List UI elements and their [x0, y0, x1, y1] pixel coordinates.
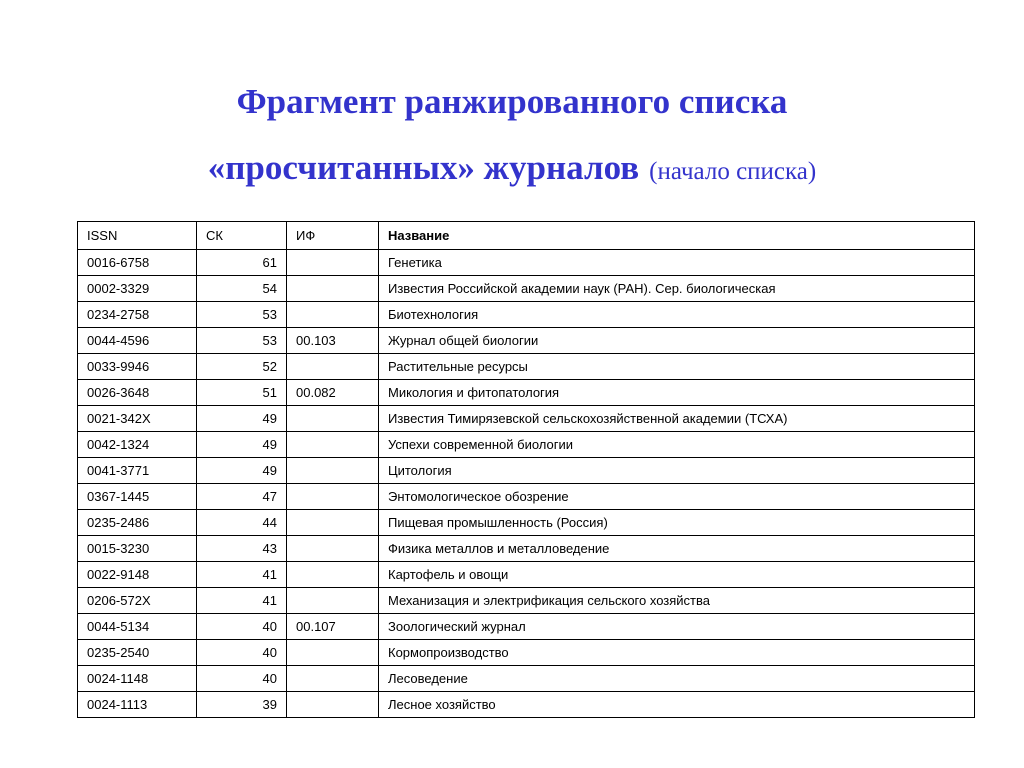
table-row — [78, 276, 975, 302]
cell-if — [287, 302, 379, 328]
cell-issn: 0033-9946 — [78, 354, 197, 380]
cell-sk: 40 — [197, 666, 287, 692]
cell-if — [287, 640, 379, 666]
journal-ranking-table — [77, 221, 975, 718]
cell-name: Биотехнология — [379, 302, 975, 328]
title-line-1: Фрагмент ранжированного списка — [236, 82, 788, 121]
cell-name: Лесное хозяйство — [379, 692, 975, 718]
cell-issn: 0041-3771 — [78, 458, 197, 484]
cell-issn: 0002-3329 — [78, 276, 197, 302]
cell-sk: 47 — [197, 484, 287, 510]
cell-issn: 0024-1113 — [78, 692, 197, 718]
cell-issn: 0024-1148 — [78, 666, 197, 692]
cell-if — [287, 588, 379, 614]
table-row — [78, 484, 975, 510]
cell-if — [287, 666, 379, 692]
cell-sk: 43 — [197, 536, 287, 562]
table-row — [78, 328, 975, 354]
table-row — [78, 614, 975, 640]
cell-name: Картофель и овощи — [379, 562, 975, 588]
cell-sk: 49 — [197, 406, 287, 432]
cell-name: Цитология — [379, 458, 975, 484]
cell-if — [287, 276, 379, 302]
cell-sk: 54 — [197, 276, 287, 302]
cell-sk: 41 — [197, 588, 287, 614]
cell-issn: 0026-3648 — [78, 380, 197, 406]
cell-if — [287, 458, 379, 484]
cell-sk: 39 — [197, 692, 287, 718]
cell-name: Известия Российской академии наук (РАН). Сер. биологическая — [379, 276, 975, 302]
table-row — [78, 354, 975, 380]
cell-sk: 61 — [197, 250, 287, 276]
table-row — [78, 380, 975, 406]
cell-if: 00.107 — [287, 614, 379, 640]
page-subtitle: (начало списка) — [649, 158, 817, 185]
cell-if — [287, 354, 379, 380]
cell-issn: 0235-2540 — [78, 640, 197, 666]
cell-if — [287, 562, 379, 588]
cell-sk: 40 — [197, 614, 287, 640]
cell-issn: 0015-3230 — [78, 536, 197, 562]
cell-issn: 0044-4596 — [78, 328, 197, 354]
header-sk: СК — [197, 222, 287, 250]
cell-name: Успехи современной биологии — [379, 432, 975, 458]
cell-issn: 0206-572X — [78, 588, 197, 614]
cell-if — [287, 692, 379, 718]
cell-if — [287, 484, 379, 510]
cell-sk: 49 — [197, 432, 287, 458]
cell-if — [287, 432, 379, 458]
cell-name: Генетика — [379, 250, 975, 276]
cell-if: 00.103 — [287, 328, 379, 354]
cell-name: Известия Тимирязевской сельскохозяйственной академии (ТСХА) — [379, 406, 975, 432]
table-row — [78, 588, 975, 614]
cell-sk: 53 — [197, 328, 287, 354]
header-issn: ISSN — [78, 222, 197, 250]
cell-name: Физика металлов и металловедение — [379, 536, 975, 562]
table-row — [78, 458, 975, 484]
table-row — [78, 510, 975, 536]
header-name: Название — [379, 222, 975, 250]
cell-sk: 53 — [197, 302, 287, 328]
cell-issn: 0044-5134 — [78, 614, 197, 640]
cell-name: Механизация и электрификация сельского хозяйства — [379, 588, 975, 614]
cell-name: Пищевая промышленность (Россия) — [379, 510, 975, 536]
cell-issn: 0042-1324 — [78, 432, 197, 458]
table-row — [78, 536, 975, 562]
table-row — [78, 692, 975, 718]
table-row — [78, 640, 975, 666]
cell-issn: 0235-2486 — [78, 510, 197, 536]
table-row — [78, 406, 975, 432]
table-header-row — [78, 222, 975, 250]
cell-sk: 52 — [197, 354, 287, 380]
cell-if — [287, 250, 379, 276]
page-title-line-2 — [0, 148, 1024, 192]
cell-sk: 40 — [197, 640, 287, 666]
cell-issn: 0367-1445 — [78, 484, 197, 510]
cell-name: Зоологический журнал — [379, 614, 975, 640]
cell-name: Лесоведение — [379, 666, 975, 692]
cell-issn: 0234-2758 — [78, 302, 197, 328]
cell-name: Растительные ресурсы — [379, 354, 975, 380]
cell-name: Кормопроизводство — [379, 640, 975, 666]
cell-sk: 51 — [197, 380, 287, 406]
cell-if — [287, 406, 379, 432]
table-row — [78, 302, 975, 328]
title-line-2: «просчитанных» журналов — [207, 148, 640, 187]
cell-issn: 0016-6758 — [78, 250, 197, 276]
table-row — [78, 432, 975, 458]
table-row — [78, 562, 975, 588]
cell-if — [287, 510, 379, 536]
cell-issn: 0022-9148 — [78, 562, 197, 588]
cell-name: Микология и фитопатология — [379, 380, 975, 406]
cell-sk: 44 — [197, 510, 287, 536]
cell-name: Журнал общей биологии — [379, 328, 975, 354]
cell-name: Энтомологическое обозрение — [379, 484, 975, 510]
page-title — [0, 82, 1024, 122]
cell-issn: 0021-342X — [78, 406, 197, 432]
cell-if — [287, 536, 379, 562]
cell-if: 00.082 — [287, 380, 379, 406]
cell-sk: 49 — [197, 458, 287, 484]
table-row — [78, 250, 975, 276]
header-if: ИФ — [287, 222, 379, 250]
cell-sk: 41 — [197, 562, 287, 588]
table-row — [78, 666, 975, 692]
